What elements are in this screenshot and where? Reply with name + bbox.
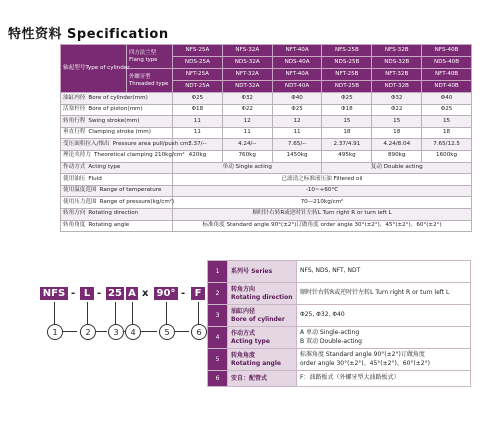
model-cell: NFT-25B bbox=[322, 69, 372, 81]
spec-header-label bbox=[61, 45, 130, 93]
code-leader bbox=[54, 302, 55, 324]
spec-row bbox=[61, 197, 472, 209]
spec-row bbox=[61, 104, 472, 116]
spec-value-cell: Φ18 bbox=[173, 104, 223, 116]
option-name-cn: 转角方向 bbox=[231, 286, 256, 293]
spec-value-cell: 11 bbox=[173, 116, 223, 128]
row-label-en: Pressure area pull/push cm² bbox=[112, 140, 191, 147]
spec-row bbox=[61, 208, 472, 220]
spec-row-label bbox=[61, 116, 173, 128]
spec-value-cell: Φ40 bbox=[422, 93, 472, 105]
code-leader bbox=[166, 302, 167, 324]
model-cell: NFT-40A bbox=[272, 69, 322, 81]
row-label-cn: 使用油压 bbox=[63, 175, 86, 182]
model-cell: NFT-32B bbox=[372, 69, 422, 81]
spec-value-cell: 1600kg bbox=[422, 150, 472, 162]
model-cell: NFS-25B bbox=[322, 45, 372, 57]
spec-row bbox=[61, 220, 472, 232]
spec-value-cell: 11 bbox=[272, 127, 322, 139]
option-value bbox=[297, 349, 471, 371]
model-cell: NDS-40A bbox=[272, 57, 322, 69]
spec-value-cell: 2.37/4.91 bbox=[322, 139, 372, 151]
option-number: 4 bbox=[208, 327, 228, 349]
model-cell: NDS-40B bbox=[422, 57, 472, 69]
model-cell: NDS-32A bbox=[222, 57, 272, 69]
option-row bbox=[208, 261, 471, 283]
spec-value-cell: 顺时针右转R或逆时针左转L Turn right R or turn left L bbox=[173, 208, 472, 220]
code-part-acting: A bbox=[126, 287, 138, 300]
option-table bbox=[207, 260, 471, 387]
model-cell: NFS-40B bbox=[422, 45, 472, 57]
option-number: 5 bbox=[208, 349, 228, 371]
row-label-cn: 活塞杆径 bbox=[63, 106, 86, 113]
spec-subtype-label bbox=[127, 69, 173, 93]
option-row bbox=[208, 327, 471, 349]
code-part-mount: F bbox=[191, 287, 205, 300]
model-cell: NFT-32A bbox=[222, 69, 272, 81]
spec-value-cell: 18 bbox=[322, 127, 372, 139]
subtype-cn: 四方法兰型 bbox=[129, 50, 156, 57]
option-value bbox=[297, 327, 471, 349]
callout-3: 3 bbox=[108, 324, 124, 340]
option-value-line: F：油路板式（外螺牙型大油路板式） bbox=[300, 374, 400, 382]
model-cell: NDT-25B bbox=[322, 81, 372, 93]
row-label-cn: 转角行程 bbox=[63, 117, 86, 124]
code-connector bbox=[141, 331, 157, 332]
code-connector bbox=[63, 331, 77, 332]
row-label-en: Bore of cylinder(mm) bbox=[88, 94, 148, 101]
option-number: 6 bbox=[208, 371, 228, 387]
code-leader bbox=[198, 302, 199, 324]
model-cell: NDT-32A bbox=[222, 81, 272, 93]
code-separator: - bbox=[97, 288, 102, 299]
spec-row-label bbox=[61, 139, 191, 151]
subtype-en: Threaded type bbox=[129, 80, 169, 87]
spec-value-cell: 2.37/-- bbox=[173, 139, 223, 151]
option-name bbox=[228, 261, 297, 283]
row-label-cn: 受压面积拉入/推出 bbox=[63, 140, 110, 147]
subtype-cn: 外螺牙型 bbox=[129, 74, 151, 81]
header-label-cn: 轴起型号 bbox=[63, 64, 86, 71]
option-value-line: A 单动 Single-acting bbox=[300, 329, 360, 337]
spec-row bbox=[61, 150, 472, 162]
code-part-series: NFS bbox=[40, 287, 68, 300]
option-name-cn: 系列号 Series bbox=[231, 267, 273, 275]
spec-value-cell: 18 bbox=[372, 127, 422, 139]
row-label-cn: 油缸内径 bbox=[63, 94, 86, 101]
spec-row bbox=[61, 116, 472, 128]
option-value-line: NFS, NDS, NFT, NDT bbox=[300, 267, 361, 275]
spec-value-cell: 15 bbox=[372, 116, 422, 128]
model-cell: NDT-40B bbox=[422, 81, 472, 93]
model-cell: NFS-32A bbox=[222, 45, 272, 57]
model-cell: NDS-25A bbox=[173, 57, 223, 69]
spec-row bbox=[61, 139, 472, 151]
spec-value-cell: 4.24/8.04 bbox=[372, 139, 422, 151]
option-name-en: Rotating angle bbox=[231, 359, 281, 367]
option-value-line: 标准角度 Standard angle 90°(±2°)订做角度 bbox=[300, 351, 425, 359]
callout-5: 5 bbox=[159, 324, 175, 340]
option-row bbox=[208, 283, 471, 305]
row-label-en: Range of pressure(kg/cm²) bbox=[99, 198, 175, 205]
spec-value-cell: 单动 Single acting bbox=[173, 162, 322, 174]
spec-value-cell: 495kg bbox=[322, 150, 372, 162]
code-part-angle: 90° bbox=[154, 287, 178, 300]
row-label-cn: 使用温度范围 bbox=[63, 187, 97, 194]
row-label-en: Bore of piston(mm) bbox=[88, 106, 143, 113]
spec-row-label bbox=[61, 127, 173, 139]
spec-row-label bbox=[61, 162, 173, 174]
model-cell: NFT-25A bbox=[173, 69, 223, 81]
option-name bbox=[228, 371, 297, 387]
model-cell: NDT-32B bbox=[372, 81, 422, 93]
spec-value-cell: 12 bbox=[272, 116, 322, 128]
option-name bbox=[228, 327, 297, 349]
spec-value-cell: Φ22 bbox=[222, 104, 272, 116]
callout-4: 4 bbox=[125, 324, 141, 340]
option-row bbox=[208, 305, 471, 327]
spec-value-cell: Φ25 bbox=[272, 104, 322, 116]
spec-header-row bbox=[61, 45, 472, 57]
option-value-line: 顺时针右转R或逆时针左转L Turn right R or turn left L bbox=[300, 289, 450, 297]
option-name bbox=[228, 305, 297, 327]
option-row bbox=[208, 371, 471, 387]
code-times: x bbox=[142, 288, 149, 299]
model-cell: NDS-32B bbox=[372, 57, 422, 69]
row-label-en: Clamping stroke (mm) bbox=[88, 129, 151, 136]
spec-value-cell: 12 bbox=[222, 116, 272, 128]
spec-row-label bbox=[61, 208, 173, 220]
subtype-en: Flang type bbox=[129, 56, 158, 63]
spec-row-label bbox=[61, 174, 173, 186]
row-label-cn: 作动方式 bbox=[63, 164, 86, 171]
spec-row-label bbox=[61, 93, 173, 105]
option-value bbox=[297, 305, 471, 327]
row-label-cn: 理论夹持力 bbox=[63, 152, 91, 159]
callout-2: 2 bbox=[80, 324, 96, 340]
row-label-en: Fluid bbox=[88, 175, 102, 182]
spec-value-cell: Φ22 bbox=[372, 104, 422, 116]
code-connector bbox=[175, 331, 189, 332]
model-cell: NDT-25A bbox=[173, 81, 223, 93]
spec-value-cell: Φ25 bbox=[422, 104, 472, 116]
option-number: 3 bbox=[208, 305, 228, 327]
spec-value-cell: 7.65/12.5 bbox=[422, 139, 472, 151]
row-label-cn: 垂直行程 bbox=[63, 129, 86, 136]
code-part-direction: L bbox=[80, 287, 94, 300]
spec-value-cell: Φ25 bbox=[173, 93, 223, 105]
option-value-line: Φ25, Φ32, Φ40 bbox=[300, 311, 345, 319]
row-label-en: Theoretical clamping 210kg/cm² bbox=[93, 152, 185, 159]
spec-value-cell: 已滤清之标准液压油 Filtered oil bbox=[173, 174, 472, 186]
option-name-en: Bore of cylinder bbox=[231, 315, 285, 323]
spec-row bbox=[61, 162, 472, 174]
spec-row bbox=[61, 185, 472, 197]
spec-value-cell: Φ25 bbox=[322, 93, 372, 105]
spec-value-cell: 890kg bbox=[372, 150, 422, 162]
model-code bbox=[40, 287, 210, 303]
spec-row-label bbox=[61, 150, 185, 162]
spec-value-cell: Φ32 bbox=[222, 93, 272, 105]
code-part-bore: 25 bbox=[106, 287, 124, 300]
option-number: 1 bbox=[208, 261, 228, 283]
option-name-cn: 作动方式 bbox=[231, 330, 256, 337]
spec-value-cell: 760kg bbox=[222, 150, 272, 162]
spec-row-label bbox=[61, 220, 173, 232]
code-separator: - bbox=[71, 288, 76, 299]
spec-row bbox=[61, 93, 472, 105]
option-name-en: Rotating direction bbox=[231, 293, 293, 301]
spec-value-cell: 11 bbox=[222, 127, 272, 139]
spec-row-label bbox=[61, 185, 173, 197]
spec-value-cell: 18 bbox=[422, 127, 472, 139]
spec-value-cell: 15 bbox=[422, 116, 472, 128]
row-label-en: Rotating angle bbox=[88, 222, 130, 229]
spec-row bbox=[61, 127, 472, 139]
code-separator: - bbox=[181, 288, 186, 299]
code-leader bbox=[115, 302, 116, 324]
model-cell: NFS-32B bbox=[372, 45, 422, 57]
spec-table bbox=[60, 44, 472, 232]
spec-value-cell: 4.24/-- bbox=[222, 139, 272, 151]
spec-value-cell: 1450kg bbox=[272, 150, 322, 162]
code-leader bbox=[87, 302, 88, 324]
model-cell: NDS-25B bbox=[322, 57, 372, 69]
model-cell: NDT-40A bbox=[272, 81, 322, 93]
option-name bbox=[228, 349, 297, 371]
spec-subtype-label bbox=[127, 45, 173, 69]
spec-value-cell: 11 bbox=[173, 127, 223, 139]
callout-1: 1 bbox=[47, 324, 63, 340]
code-leader bbox=[132, 302, 133, 324]
option-row bbox=[208, 349, 471, 371]
option-value-line: order angle 30°(±2°)、45°(±2°)、60°(±2°) bbox=[300, 359, 430, 367]
spec-value-cell: -10~+60°C bbox=[173, 185, 472, 197]
row-label-en: Range of temperature bbox=[99, 187, 162, 194]
row-label-en: Rotating direction bbox=[88, 210, 139, 217]
option-value bbox=[297, 283, 471, 305]
option-value bbox=[297, 371, 471, 387]
model-cell: NFT-40B bbox=[422, 69, 472, 81]
option-value-line: B 双动 Double-acting bbox=[300, 337, 362, 345]
row-label-cn: 转角角度 bbox=[63, 222, 86, 229]
spec-row bbox=[61, 174, 472, 186]
model-cell: NFT-40A bbox=[272, 45, 322, 57]
spec-value-cell: Φ32 bbox=[372, 93, 422, 105]
row-label-en: Acting type bbox=[88, 164, 121, 171]
spec-value-cell: 70—210kg/cm² bbox=[173, 197, 472, 209]
option-value bbox=[297, 261, 471, 283]
spec-value-cell: 复动 Double acting bbox=[322, 162, 472, 174]
page-title: 特性资料 Specification bbox=[8, 27, 169, 42]
option-name-cn: 转角角度 bbox=[231, 352, 256, 359]
spec-value-cell: 420kg bbox=[173, 150, 223, 162]
spec-value-cell: 7.65/-- bbox=[272, 139, 322, 151]
spec-row-label bbox=[61, 197, 173, 209]
row-label-cn: 转角方向 bbox=[63, 210, 86, 217]
spec-value-cell: 15 bbox=[322, 116, 372, 128]
row-label-en: Swing stroke(mm) bbox=[88, 117, 140, 124]
spec-value-cell: Φ18 bbox=[322, 104, 372, 116]
option-name-cn: 油缸内径 bbox=[231, 308, 256, 315]
spec-value-cell: Φ40 bbox=[272, 93, 322, 105]
header-label-en: Type of cylinder bbox=[85, 64, 130, 71]
row-label-cn: 使用压力范围 bbox=[63, 198, 97, 205]
callout-6: 6 bbox=[191, 324, 207, 340]
option-name-cn: 安自：配管式 bbox=[231, 374, 268, 382]
option-number: 2 bbox=[208, 283, 228, 305]
spec-value-cell: 标准角度 Standard angle 90°(±2°)订做角度 order angle 30°(±2°)、45°(±2°)、60°(±2°) bbox=[173, 220, 472, 232]
code-connector bbox=[96, 331, 107, 332]
spec-row-label bbox=[61, 104, 173, 116]
option-name bbox=[228, 283, 297, 305]
option-name-en: Acting type bbox=[231, 337, 270, 345]
model-cell: NFS-25A bbox=[173, 45, 223, 57]
